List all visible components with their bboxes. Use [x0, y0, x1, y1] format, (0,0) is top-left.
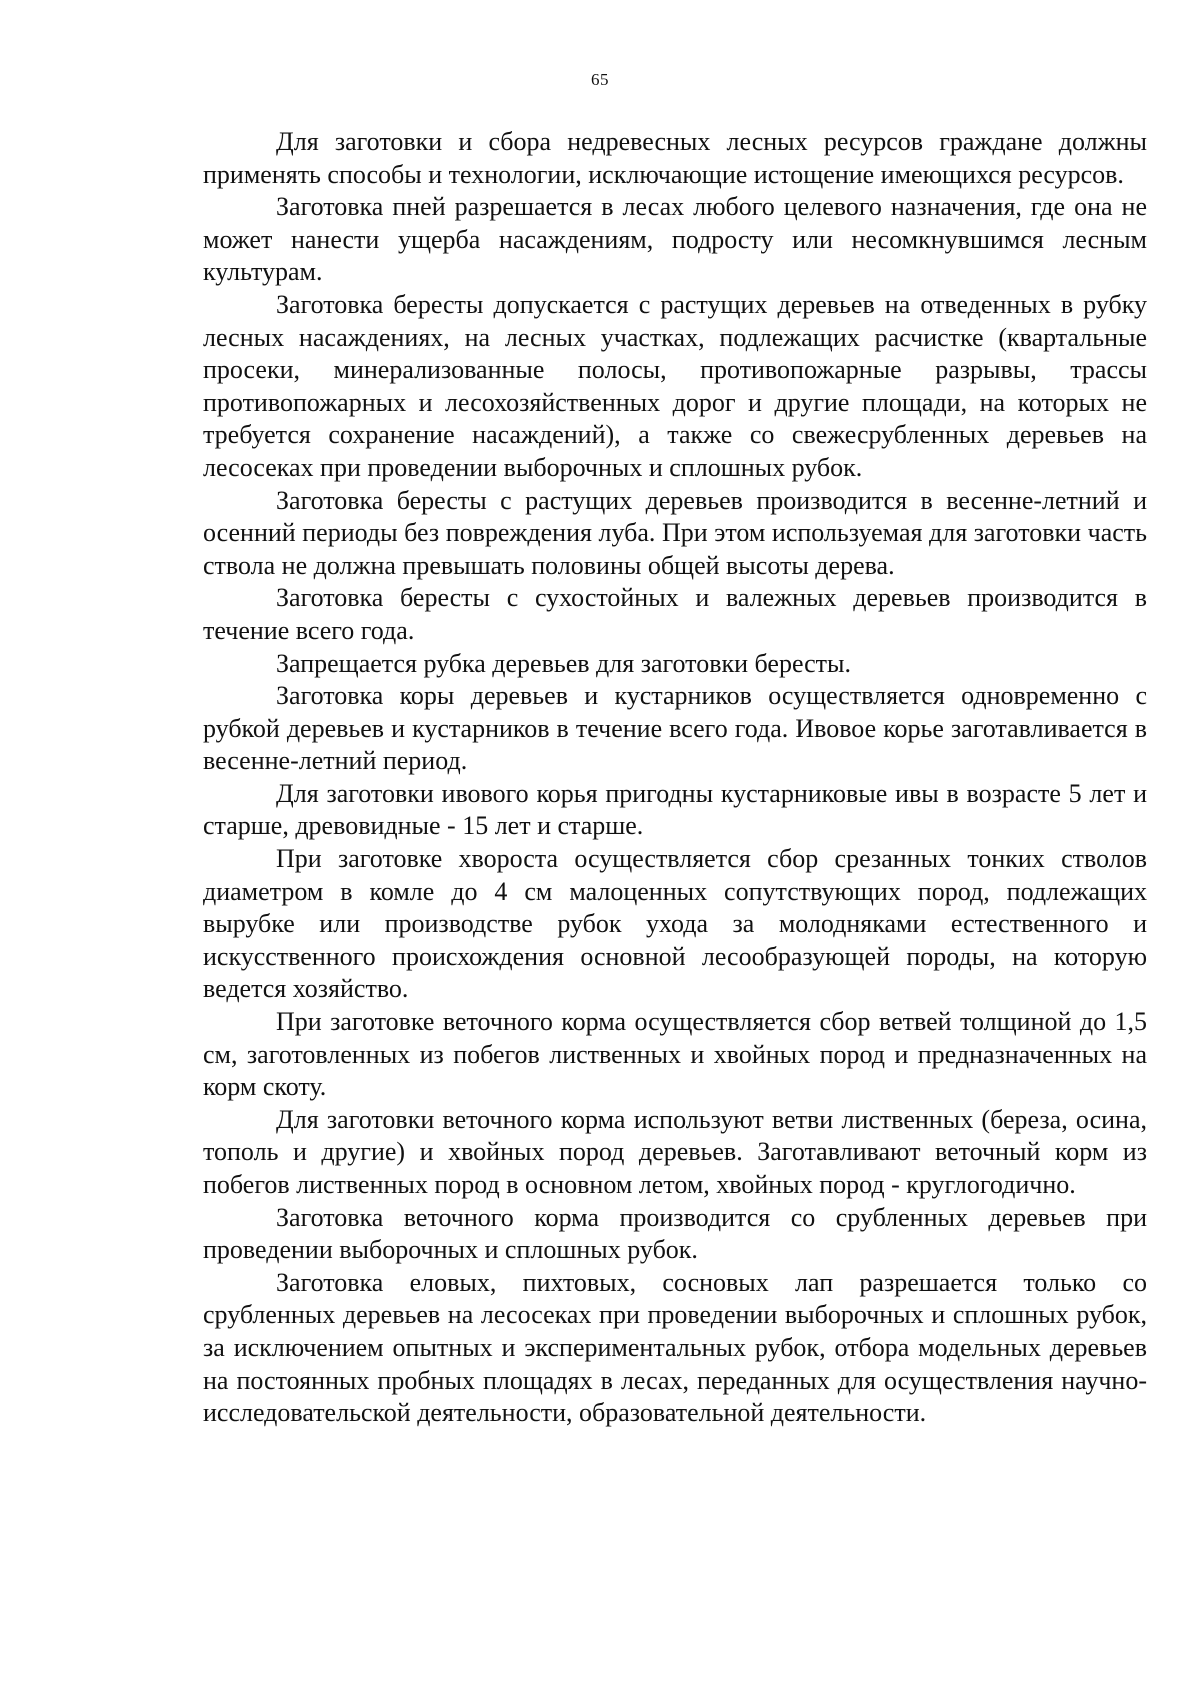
paragraph-5: Заготовка бересты с сухостойных и валежных деревьев производится в течение всего года. — [203, 583, 1147, 645]
paragraph-7: Заготовка коры деревьев и кустарников осуществляется одновременно с рубкой деревьев и кустарников в течение всего года. Ивовое корье заготавливается в весенне-летний период. — [203, 681, 1147, 776]
paragraph-8: Для заготовки ивового корья пригодны кустарниковые ивы в возрасте 5 лет и старше, древовидные - 15 лет и старше. — [203, 778, 1147, 841]
paragraph-3: Заготовка бересты допускается с растущих деревьев на отведенных в рубку лесных насаждениях, на лесных участках, подлежащих расчистке (квартальные просеки, минерализованные полосы, противопожарные разрывы, трассы противопожарных и лесохозяйственных дорог и другие площади, на которых не требуется сохранение насаждений), а также со свежесрубленных деревьев на лесосеках при проведении выборочных и сплошных рубок. — [203, 289, 1147, 482]
paragraph-9: При заготовке хвороста осуществляется сбор срезанных тонких стволов диаметром в комле до 4 см малоценных сопутствующих пород, подлежащих вырубке или производстве рубок ухода за молодняками естественного и искусственного происхождения основной лесообразующей породы, на которую ведется хозяйство. — [203, 844, 1147, 1004]
paragraph-11: Для заготовки веточного корма используют ветви лиственных (береза, осина, тополь и другие) и хвойных пород деревьев. Заготавливают веточный корм из побегов лиственных пород в основном летом, хвойных пород - круглогодично. — [203, 1104, 1147, 1199]
body-text — [203, 126, 1147, 1430]
paragraph-10: При заготовке веточного корма осуществляется сбор ветвей толщиной до 1,5 см, заготовленных из побегов лиственных и хвойных пород и предназначенных на корм скоту. — [203, 1007, 1147, 1102]
page-number: 65 — [591, 70, 609, 89]
paragraph-6: Запрещается рубка деревьев для заготовки бересты. — [276, 648, 852, 678]
paragraph-1: Для заготовки и сбора недревесных лесных ресурсов граждане должны применять способы и технологии, исключающие истощение имеющихся ресурсов. — [203, 127, 1147, 189]
paragraph-13: Заготовка еловых, пихтовых, сосновых лап разрешается только со срубленных деревьев на лесосеках при проведении выборочных и сплошных рубок, за исключением опытных и экспериментальных рубок, отбора модельных деревьев на постоянных пробных площадях в лесах, переданных для осуществления научно-исследовательской деятельности, образовательной деятельности. — [203, 1267, 1147, 1428]
paragraph-2: Заготовка пней разрешается в лесах любого целевого назначения, где она не может нанести ущерба насаждениям, подросту или несомкнувшимся лесным культурам. — [203, 192, 1147, 287]
paragraph-12: Заготовка веточного корма производится со срубленных деревьев при проведении выборочных и сплошных рубок. — [203, 1202, 1147, 1265]
paragraph-4: Заготовка бересты с растущих деревьев производится в весенне-летний и осенний периоды без повреждения луба. При этом используемая для заготовки часть ствола не должна превышать половины общей высоты дерева. — [203, 485, 1147, 580]
